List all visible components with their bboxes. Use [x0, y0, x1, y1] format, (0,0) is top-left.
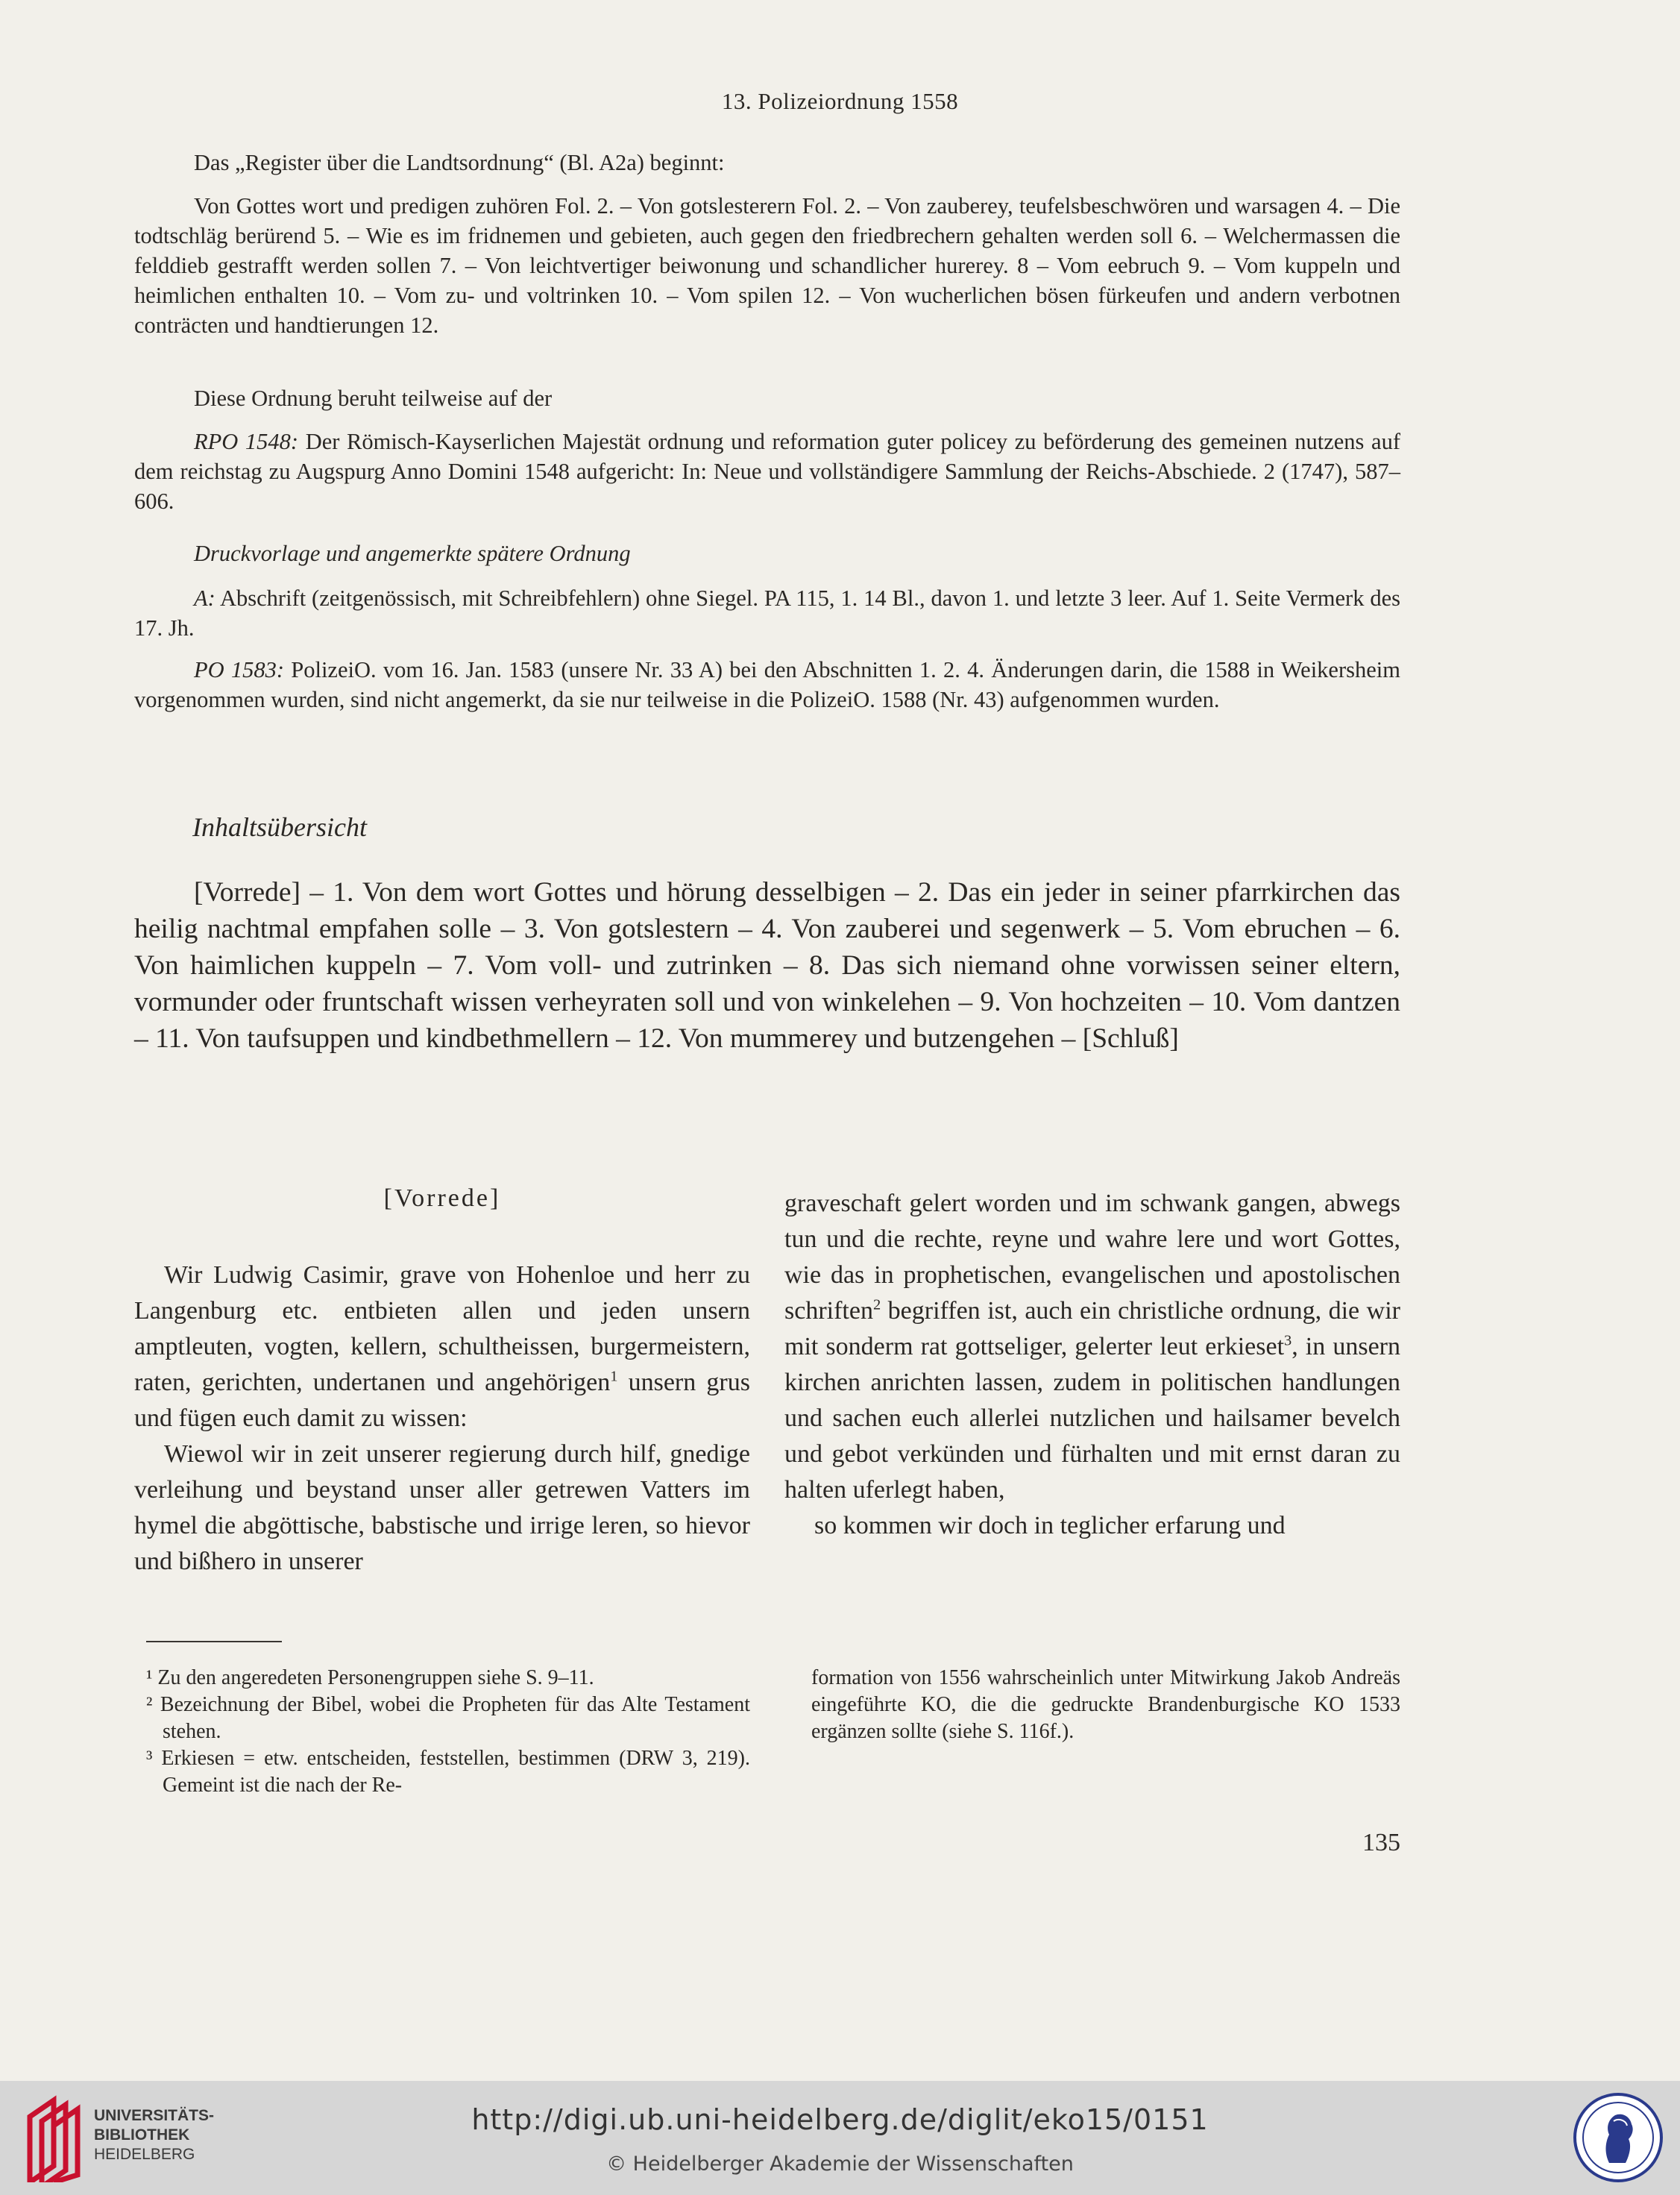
- left-p1-b: unsern grus und fügen euch damit zu wissen:: [134, 1369, 750, 1432]
- a-label: A:: [194, 585, 215, 611]
- footnote-3-continued: formation von 1556 wahrscheinlich unter Mitwirkung Jakob Andreäs eingeführte KO, die die gedruckte Brandenburgische KO 1533 ergänzen sollte (siehe S. 116f.).: [811, 1666, 1400, 1743]
- rpo-entry: [134, 427, 1400, 516]
- druck-heading: [134, 538, 1400, 568]
- a-text: Abschrift (zeitgenössisch, mit Schreibfehlern) ohne Siegel. PA 115, 1. 14 Bl., davon 1. und letzte 3 leer. Auf 1. Seite Vermerk des 17. Jh.: [134, 585, 1400, 641]
- left-p1-a: Wir Ludwig Casimir, grave von Hohenloe und herr zu Langenburg etc. entbieten allen und jeden unsern amptleuten, vogten, kellern, schultheissen, burgermeistern, raten, gerichten, undertanen und angehörigen: [134, 1261, 750, 1396]
- right-paragraph-1: [784, 1186, 1400, 1508]
- register-intro: Das „Register über die Landtsordnung“ (Bl. A2a) beginnt:: [194, 150, 725, 175]
- register-text: Von Gottes wort und predigen zuhören Fol. 2. – Von gotslesterern Fol. 2. – Von zauberey, teufelsbeschwören und warsagen 4. – Die todtschläg berürend 5. – Wie es im fridnemen und gebieten, auch gegen den friedbrechern gehalten werden soll 6. – Welchermassen die felddieb gestrafft werden sollen 7. – Von leichtvertiger beiwonung und schandlicher hurerey. 8 – Vom eebruch 9. – Vom kuppeln und heimlichen enthalten 10. – Vom zu- und voltrinken 10. – Vom spilen 12. – Von wucherlichen bösen fürkeufen und andern verbotnen conträcten und handtierungen 12.: [134, 193, 1400, 338]
- right-p1-b: begriffen ist, auch ein christliche ordnung, die wir mit sonderm rat gottseliger, gelerter leut erkieset: [784, 1297, 1400, 1360]
- footnotes-right: [811, 1665, 1400, 1745]
- rpo-text: Der Römisch-Kayserlichen Majestät ordnung und reformation guter policey zu beförderung des gemeinen nutzens auf dem reichstag zu Augspurg Anno Domini 1548 aufgericht: In: Neue und vollständigere Sammlung der Reichs-Abschiede. 2 (1747), 587–606.: [134, 429, 1400, 514]
- section-heading: [Vorrede]: [383, 1184, 501, 1212]
- footnotes-left: [146, 1665, 750, 1799]
- right-column: [784, 1186, 1400, 1544]
- left-paragraph-1: [134, 1257, 750, 1436]
- right-p1-c: , in unsern kirchen anrichten lassen, zudem in politischen handlungen und sachen euch allerlei nutzlichen und hailsamer bevelch und gebot verkünden und fürhalten und mit ernst daran zu halten uferlegt haben,: [784, 1333, 1400, 1504]
- footnote-1: ¹ Zu den angeredeten Personengruppen siehe S. 9–11.: [146, 1666, 594, 1689]
- contents-heading: Inhaltsübersicht: [192, 812, 367, 842]
- footnote-rule: [146, 1641, 282, 1642]
- po-label: PO 1583:: [194, 657, 285, 682]
- logo-line-1: UNIVERSITÄTS-: [94, 2107, 215, 2124]
- contents-summary: [Vorrede] – 1. Von dem wort Gottes und hörung desselbigen – 2. Das ein jeder in seiner pfarrkirchen das heilig nachtmal empfahen solle – 3. Von gotslestern – 4. Von zauberei und segenwerk – 5. Vom ebruchen – 6. Von haimlichen kuppeln – 7. Vom voll- und zutrinken – 8. Das sich niemand ohne vorwissen seiner eltern, vormunder oder fruntschaft wissen verheyraten soll und von winkelehen – 9. Von hochzeiten – 10. Vom dantzen – 11. Von taufsuppen und kindbethmellern – 12. Von mummerey und butzengehen – [Schluß]: [134, 877, 1400, 1054]
- rpo-label: RPO 1548:: [194, 429, 299, 454]
- viewer-footer: [0, 2081, 1680, 2195]
- a-entry: [134, 583, 1400, 643]
- left-column: [134, 1257, 750, 1580]
- footnote-ref-3: 3: [1284, 1332, 1292, 1349]
- logo-line-3: HEIDELBERG: [94, 2146, 195, 2163]
- basis-line: Diese Ordnung beruht teilweise auf der: [194, 386, 553, 411]
- permalink-url[interactable]: http://digi.ub.uni-heidelberg.de/diglit/eko15/0151: [471, 2103, 1209, 2136]
- copyright-notice: © Heidelberger Akademie der Wissenschaften: [606, 2152, 1074, 2176]
- academy-seal-icon: [1572, 2091, 1664, 2184]
- footnote-2: ² Bezeichnung der Bibel, wobei die Propheten für das Alte Testament stehen.: [146, 1693, 750, 1743]
- footnote-ref-1: 1: [610, 1368, 618, 1385]
- page-number: 135: [1362, 1829, 1400, 1856]
- running-title: 13. Polizeiordnung 1558: [721, 88, 959, 114]
- right-paragraph-2: so kommen wir doch in teglicher erfarung und: [814, 1512, 1286, 1539]
- left-paragraph-2: Wiewol wir in zeit unserer regierung durch hilf, gnedige verleihung und beystand unser aller getrewen Vatters im hymel die abgöttische, babstische und irrige leren, so hievor und bißhero in unserer: [134, 1440, 750, 1575]
- po-text: PolizeiO. vom 16. Jan. 1583 (unsere Nr. 33 A) bei den Abschnitten 1. 2. 4. Änderungen darin, die 1588 in Weikersheim vorgenommen wurden, sind nicht angemerkt, da sie nur teilweise in die PolizeiO. 1588 (Nr. 43) aufgenommen wurden.: [134, 657, 1400, 712]
- footnote-3: ³ Erkiesen = etw. entscheiden, feststellen, bestimmen (DRW 3, 219). Gemeint ist die nach der Re-: [146, 1747, 750, 1797]
- footnote-ref-2: 2: [872, 1296, 881, 1313]
- druck-heading-text: Druckvorlage und angemerkte spätere Ordnung: [194, 541, 631, 566]
- po-entry: [134, 655, 1400, 715]
- logo-line-2: BIBLIOTHEK: [94, 2126, 190, 2144]
- right-p1-a: graveschaft gelert worden und im schwank gangen, abwegs tun und die rechte, reyne und wahre lere und wort Gottes, wie das in prophetischen, evangelischen und apostolischen schriften: [784, 1190, 1400, 1325]
